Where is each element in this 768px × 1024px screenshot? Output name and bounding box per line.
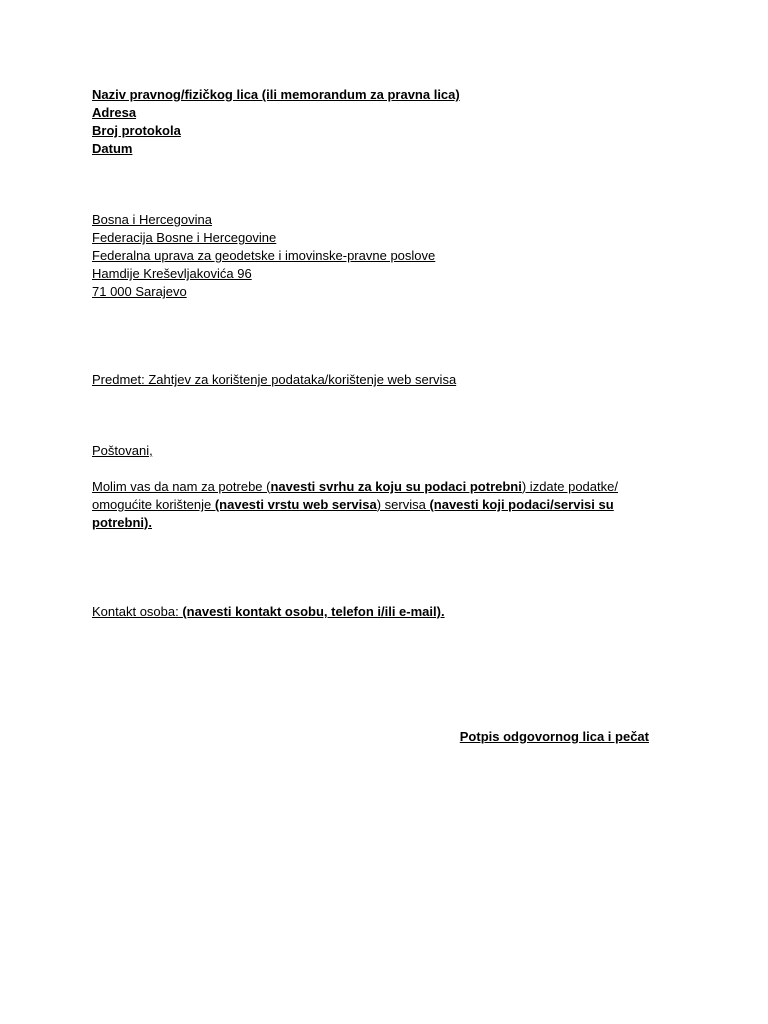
body-block	[92, 478, 672, 532]
sender-date-line: Datum	[92, 141, 133, 156]
salutation-line: Poštovani,	[92, 443, 153, 458]
body-purpose-placeholder: navesti svrhu za koju su podaci potrebni	[270, 479, 522, 494]
sender-protocol-line: Broj protokola	[92, 123, 181, 138]
sender-address-line: Adresa	[92, 105, 137, 120]
contact-placeholder: (navesti kontakt osobu, telefon i/ili e-mail).	[182, 604, 445, 619]
sender-block	[92, 86, 672, 158]
body-text-2: ) izdate podatke/ omogućite korištenje	[92, 479, 618, 512]
contact-block	[92, 603, 672, 621]
recipient-authority: Federalna uprava za geodetske i imovinske-pravne poslove	[92, 248, 436, 263]
body-data-placeholder: (navesti koji podaci/servisi su potrebni).	[92, 497, 614, 530]
sender-name-line: Naziv pravnog/fizičkog lica (ili memorandum za pravna lica)	[92, 87, 460, 102]
body-paragraph	[92, 478, 654, 532]
subject-block	[92, 371, 672, 389]
salutation-block	[92, 442, 672, 460]
body-text-1: Molim vas da nam za potrebe (	[92, 479, 271, 494]
body-service-type-placeholder: (navesti vrstu web servisa	[214, 497, 377, 512]
recipient-block	[92, 211, 672, 301]
recipient-city: 71 000 Sarajevo	[92, 284, 187, 299]
recipient-street: Hamdije Kreševljakovića 96	[92, 266, 252, 281]
contact-label: Kontakt osoba:	[92, 604, 183, 619]
recipient-country: Bosna i Hercegovina	[92, 212, 212, 227]
body-text-3: ) servisa	[376, 497, 430, 512]
recipient-entity: Federacija Bosne i Hercegovine	[92, 230, 277, 245]
contact-line	[92, 603, 672, 621]
signature-line: Potpis odgovornog lica i pečat	[459, 729, 649, 744]
subject-line: Predmet: Zahtjev za korištenje podataka/korištenje web servisa	[92, 372, 457, 387]
